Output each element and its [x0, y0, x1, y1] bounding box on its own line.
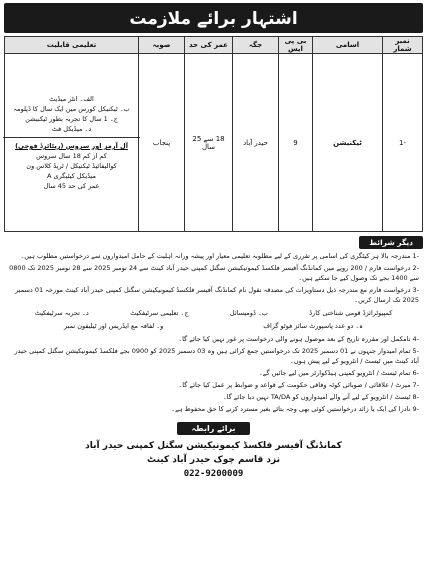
- document-item: د۔ تجربہ سرٹیفکیٹ: [34, 309, 89, 317]
- cell-age: 18 سے 25 سال: [185, 54, 233, 232]
- condition-item: -9 نادرا کی ایک یا زائد درخواستیں کوئی بھی وجہ بتائے بغیر مسترد کرنے کا حق محفوظ ہے۔: [171, 405, 419, 413]
- qual-line: ج۔ 1 سال کا تجربہ بطور ٹیکنیشن: [25, 115, 118, 123]
- document-item: ہ۔ دو عدد پاسپورٹ سائز فوٹو گراف: [263, 322, 363, 330]
- qual-army-line: عمر کی حد 45 سال: [43, 182, 100, 190]
- conditions-label: دیگر شرائط: [359, 236, 423, 249]
- qual-army-heading: آل آرمز اور سروس (ریٹائرڈ فوجی): [15, 142, 128, 150]
- condition-item: -4 نامکمل اور مقررہ تاریخ کے بعد موصول ہونے والی درخواست پر غور نہیں کیا جائے گا۔: [178, 335, 419, 343]
- header-qualification: تعلیمی قابلیت: [5, 37, 139, 54]
- header-place: جگہ: [233, 37, 279, 54]
- document-item: ب۔ ڈومیسائل: [229, 309, 268, 317]
- condition-item: -1 مندرجہ بالا ہر کیٹگری کی اسامی پر تقرری کے لیے مطلوبہ تعلیمی معیار اور پیشہ ورانہ اہلیت کے حامل امیدواروں سے درخواستیں مطلوب ہیں۔: [20, 252, 419, 260]
- qual-line: الف۔ انٹر میڈیٹ: [49, 95, 94, 103]
- contact-label-wrap: [4, 422, 423, 435]
- header-age: عمر کی حد: [185, 37, 233, 54]
- condition-item: -2 درخواست فارم / 200 روپے میں کمانڈنگ آفیسر فلکسڈ کیمونیکیشن سگنل کمپنی حیدر آباد کینٹ سے 24 نومبر 2025 سے 28 نومبر 2025 تک 0800 سے 1400 بجے تک وصول کیے جا سکتے ہیں۔: [9, 264, 419, 282]
- header-province: صوبہ: [139, 37, 185, 54]
- conditions-list-more: [4, 334, 423, 414]
- qual-army-line: کوالیفائیڈ ٹیکنیکل / ٹریڈ کلاس ون: [26, 162, 117, 170]
- contact-label: برائے رابطہ: [177, 422, 249, 435]
- conditions-list: [4, 251, 423, 305]
- contact-office: کمانڈنگ آفیسر فلکسڈ کیمونیکیشن سگنل کمپنی حیدر آباد: [85, 441, 342, 451]
- condition-item: -7 میرٹ / علاقائی / صوبائی کوٹہ وفاقی حکومت کے قواعد و ضوابط پر عمل کیا جائے گا۔: [178, 381, 419, 389]
- cell-province: پنجاب: [139, 54, 185, 232]
- condition-item: -6 تمام ٹیسٹ / انٹرویو کمپنی ہیڈکوارٹر میں لیے جائیں گے۔: [258, 369, 419, 377]
- header-post: اسامی: [313, 37, 383, 54]
- qual-line: ب۔ ٹیکنیکل کورس میں ایک سال کا ڈپلومہ: [13, 105, 130, 113]
- document-item: ج۔ تعلیمی سرٹیفکیٹ: [130, 309, 189, 317]
- table-row: [5, 54, 423, 232]
- cell-place: حیدر آباد: [233, 54, 279, 232]
- condition-item: -3 درخواست فارم مع مندرجہ ذیل دستاویزات کی مصدقہ نقول نام کمانڈنگ آفیسر فلکسڈ کیمونیکیشن سگنل کمپنی حیدر آباد کینٹ مورخہ 01 دسمبر 2025 تک ارسال کریں۔: [15, 286, 419, 304]
- header-serial: نمبر شمار: [383, 37, 423, 54]
- qual-line: د۔ میڈیکل فٹ: [51, 125, 92, 133]
- documents-row: [14, 321, 413, 331]
- condition-item: -8 ٹیسٹ / انٹرویو کے لیے آنے والے امیدواروں کو TA/DA نہیں دیا جائے گا۔: [222, 393, 419, 401]
- qual-divider: [3, 137, 140, 138]
- header-bps: بی پی ایس: [279, 37, 313, 54]
- qual-army-line: کم از کم 18 سال سروس: [36, 152, 107, 160]
- contact-phone: 022-9200009: [183, 469, 244, 479]
- table-header-row: [5, 37, 423, 54]
- banner-title: اشتہار برائے ملازمت: [4, 3, 423, 33]
- cell-serial: -1: [383, 54, 423, 232]
- conditions-label-wrap: [4, 236, 423, 249]
- cell-bps: 9: [279, 54, 313, 232]
- cell-post: ٹیکنیشن: [313, 54, 383, 232]
- contact-address: نزد قاسم چوک حیدر آباد کینٹ: [147, 455, 280, 465]
- cell-qualification: [5, 54, 139, 232]
- contact-block: [4, 439, 423, 481]
- qual-army-line: میڈیکل کیٹیگری A: [46, 172, 96, 180]
- posts-table: [4, 36, 423, 232]
- documents-row: [14, 308, 413, 318]
- document-item: و۔ لفافہ مع ایڈریس اور ٹیلیفون نمبر: [64, 322, 164, 330]
- document-item: کمپیوٹرائزڈ قومی شناختی کارڈ: [309, 309, 393, 317]
- condition-item: -5 تمام امیدوار جنہوں نے 01 دسمبر 2025 تک درخواستیں جمع کرائی ہیں وہ 03 دسمبر 2025 کو 0900 بجے فلکسڈ کیمونیکیشن سگنل کمپنی حیدر آباد کینٹ میں ٹیسٹ / انٹرویو کے لیے پیش ہوں۔: [14, 347, 419, 365]
